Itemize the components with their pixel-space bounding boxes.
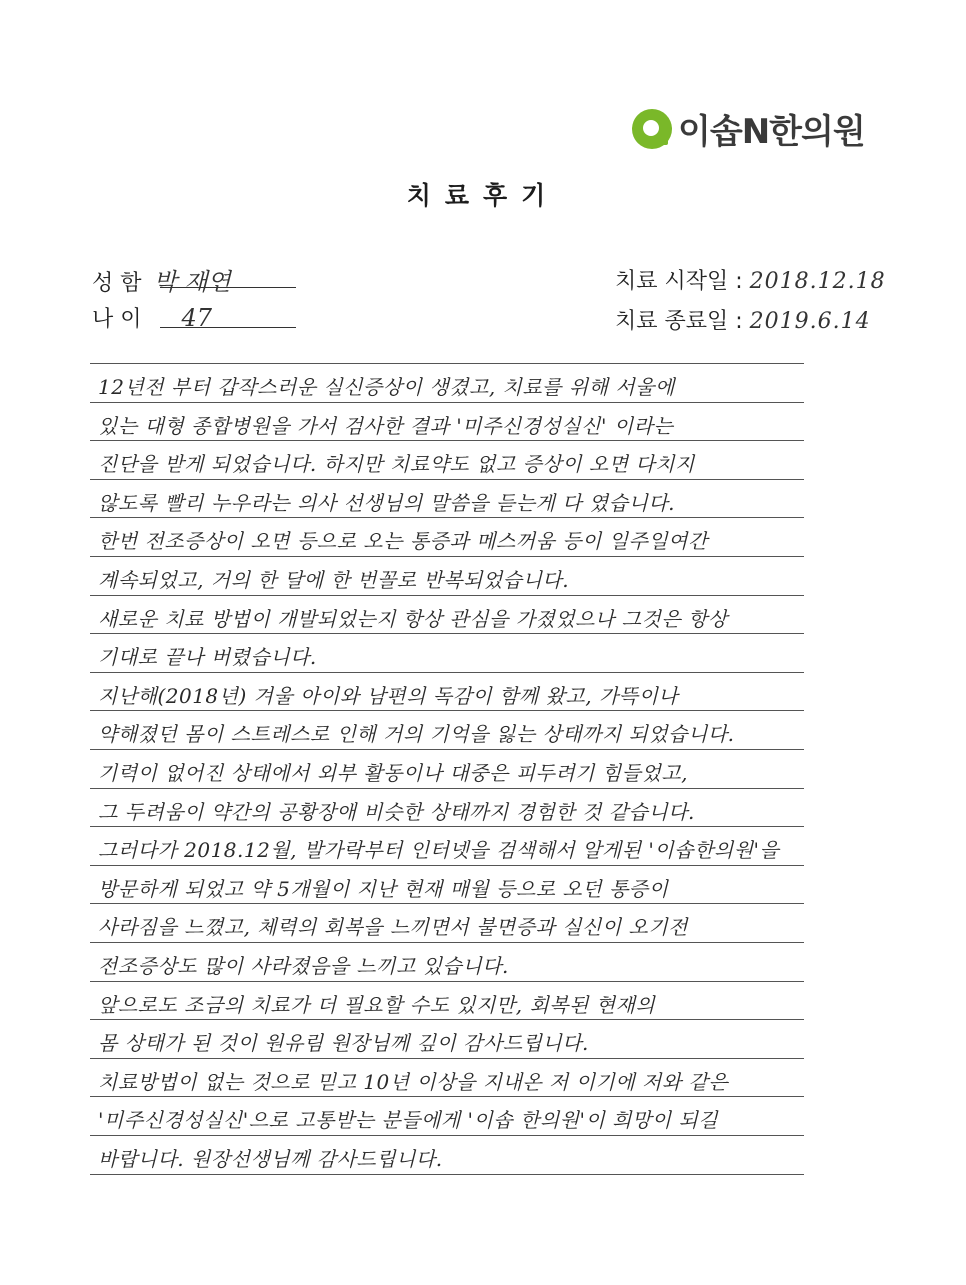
ruled-line <box>90 942 804 943</box>
name-underline <box>160 287 296 288</box>
review-text-line: 진단을 받게 되었습니다. 하지만 치료약도 없고 증상이 오면 다치지 <box>98 452 695 476</box>
review-text-line: 기대로 끝나 버렸습니다. <box>98 645 317 669</box>
review-text-line: 새로운 치료 방법이 개발되었는지 항상 관심을 가졌었으나 그것은 항상 <box>98 607 728 631</box>
review-text-line: 그러다가 2018.12월, 발가락부터 인터넷을 검색해서 알게된 '이솝한의원'을 <box>98 838 780 862</box>
review-text-line: 지난해(2018년) 겨울 아이와 남편의 독감이 함께 왔고, 가뜩이나 <box>98 684 679 708</box>
ruled-line <box>90 672 804 673</box>
ruled-line <box>90 556 804 557</box>
ruled-line <box>90 1019 804 1020</box>
review-text-line: 치료방법이 없는 것으로 믿고 10년 이상을 지내온 저 이기에 저와 같은 <box>98 1070 729 1094</box>
ruled-line <box>90 633 804 634</box>
review-text-line: 바랍니다. 원장선생님께 감사드립니다. <box>98 1147 443 1171</box>
end-date-label: 치료 종료일 : <box>615 309 743 334</box>
review-text-line: 몸 상태가 된 것이 원유림 원장님께 깊이 감사드립니다. <box>98 1031 589 1055</box>
end-date-field <box>615 304 871 335</box>
review-text-line: 사라짐을 느꼈고, 체력의 회복을 느끼면서 불면증과 실신이 오기전 <box>98 915 688 939</box>
age-label: 나 이 <box>92 307 142 332</box>
ruled-line <box>90 402 804 403</box>
ruled-line <box>90 826 804 827</box>
logo-a-icon <box>632 109 672 149</box>
start-date-label: 치료 시작일 : <box>615 269 743 294</box>
age-value: 47 <box>181 304 213 332</box>
ruled-line <box>90 1058 804 1059</box>
logo-text: 이솝N한의원 <box>678 112 865 152</box>
end-date-value: 2019.6.14 <box>749 309 871 334</box>
review-text-line: 있는 대형 종합병원을 가서 검사한 결과 '미주신경성실신' 이라는 <box>98 414 674 438</box>
ruled-line <box>90 595 804 596</box>
review-text-line: 계속되었고, 거의 한 달에 한 번꼴로 반복되었습니다. <box>98 568 570 592</box>
review-text-line: 앞으로도 조금의 치료가 더 필요할 수도 있지만, 회복된 현재의 <box>98 993 656 1017</box>
review-text-line: 방문하게 되었고 약 5개월이 지난 현재 매월 등으로 오던 통증이 <box>98 877 669 901</box>
start-date-field <box>615 264 886 295</box>
review-text-line: 12년전 부터 갑작스러운 실신증상이 생겼고, 치료를 위해 서울에 <box>98 375 675 399</box>
ruled-line <box>90 479 804 480</box>
review-text-line: 기력이 없어진 상태에서 외부 활동이나 대중은 피두려기 힘들었고, <box>98 761 688 785</box>
clinic-logo <box>632 104 865 153</box>
review-text-line: 그 두려움이 약간의 공황장애 비슷한 상태까지 경험한 것 같습니다. <box>98 800 695 824</box>
ruled-line <box>90 363 804 364</box>
ruled-line <box>90 1174 804 1175</box>
name-field <box>92 262 231 297</box>
ruled-line <box>90 1096 804 1097</box>
review-text-line: 않도록 빨리 누우라는 의사 선생님의 말씀을 듣는게 다 였습니다. <box>98 491 676 515</box>
ruled-line <box>90 981 804 982</box>
age-underline <box>160 327 296 328</box>
ruled-line <box>90 710 804 711</box>
ruled-line <box>90 440 804 441</box>
age-field <box>92 302 212 333</box>
review-text-line: 전조증상도 많이 사라졌음을 느끼고 있습니다. <box>98 954 509 978</box>
ruled-line <box>90 749 804 750</box>
name-value: 박 재연 <box>153 268 231 296</box>
name-label: 성 함 <box>92 271 142 296</box>
review-text-line: '미주신경성실신'으로 고통받는 분들에게 '이솝 한의원'이 희망이 되길 <box>98 1108 719 1132</box>
review-text-line: 약해졌던 몸이 스트레스로 인해 거의 기억을 잃는 상태까지 되었습니다. <box>98 722 735 746</box>
start-date-value: 2018.12.18 <box>749 269 886 294</box>
ruled-line <box>90 517 804 518</box>
ruled-line <box>90 865 804 866</box>
ruled-line <box>90 788 804 789</box>
ruled-line <box>90 1135 804 1136</box>
review-text-line: 한번 전조증상이 오면 등으로 오는 통증과 메스꺼움 등이 일주일여간 <box>98 529 708 553</box>
ruled-line <box>90 903 804 904</box>
page-title: 치료후기 <box>406 181 560 210</box>
